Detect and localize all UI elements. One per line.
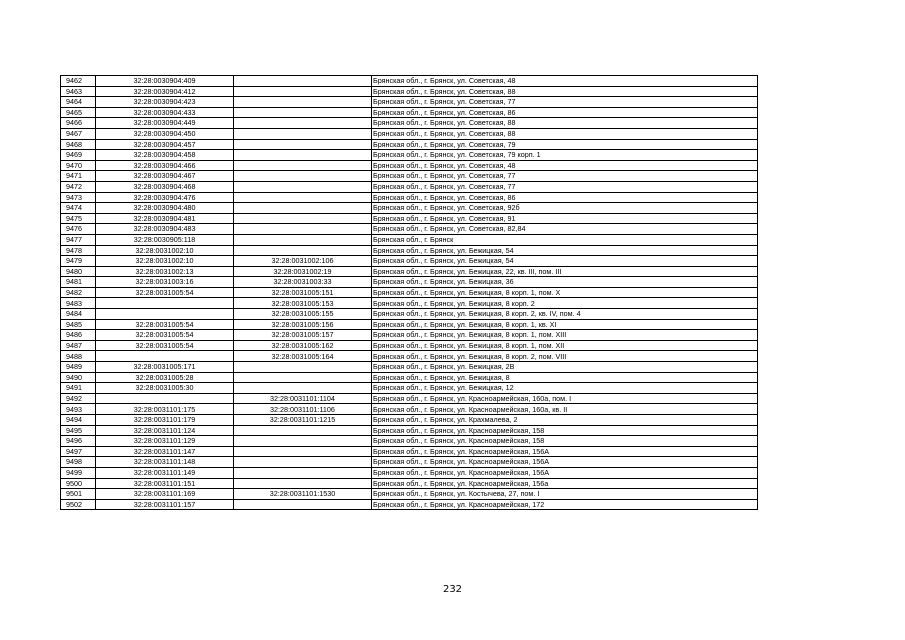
cadastral-number-cell: 32:28:0030904:458 (96, 150, 234, 161)
table-row (61, 213, 758, 224)
address-cell: Брянская обл., г. Брянск, ул. Советская, 88 (372, 118, 758, 129)
address-cell: Брянская обл., г. Брянск, ул. Крахмалева, 2 (372, 415, 758, 426)
cadastral-number-cell: 32:28:0031101:148 (96, 457, 234, 468)
address-cell: Брянская обл., г. Брянск, ул. Советская, 88 (372, 128, 758, 139)
row-number-cell: 9487 (61, 340, 96, 351)
row-number-cell: 9497 (61, 446, 96, 457)
row-number-cell: 9471 (61, 171, 96, 182)
object-number-cell: 32:28:0031005:155 (234, 309, 372, 320)
object-number-cell (234, 118, 372, 129)
table-row (61, 330, 758, 341)
table-row (61, 478, 758, 489)
object-number-cell (234, 97, 372, 108)
cadastral-number-cell: 32:28:0031002:10 (96, 245, 234, 256)
row-number-cell: 9498 (61, 457, 96, 468)
cadastral-number-cell (96, 351, 234, 362)
cadastral-number-cell (96, 298, 234, 309)
cadastral-number-cell: 32:28:0030904:409 (96, 76, 234, 87)
table-row (61, 266, 758, 277)
object-number-cell (234, 245, 372, 256)
table-row (61, 224, 758, 235)
row-number-cell: 9492 (61, 393, 96, 404)
table-row (61, 425, 758, 436)
table-row (61, 309, 758, 320)
row-number-cell: 9469 (61, 150, 96, 161)
property-table-body (61, 76, 758, 510)
row-number-cell: 9480 (61, 266, 96, 277)
row-number-cell: 9479 (61, 256, 96, 267)
cadastral-number-cell: 32:28:0031101:169 (96, 489, 234, 500)
address-cell: Брянская обл., г. Брянск, ул. Бежицкая, 54 (372, 256, 758, 267)
row-number-cell: 9488 (61, 351, 96, 362)
table-row (61, 287, 758, 298)
object-number-cell (234, 425, 372, 436)
table-row (61, 383, 758, 394)
row-number-cell: 9490 (61, 372, 96, 383)
cadastral-number-cell: 32:28:0030904:412 (96, 86, 234, 97)
cadastral-number-cell: 32:28:0030904:449 (96, 118, 234, 129)
cadastral-number-cell: 32:28:0030904:466 (96, 160, 234, 171)
address-cell: Брянская обл., г. Брянск, ул. Бежицкая, 8 корп. 1, пом. XIII (372, 330, 758, 341)
cadastral-number-cell (96, 393, 234, 404)
address-cell: Брянская обл., г. Брянск, ул. Бежицкая, 22, кв. III, пом. III (372, 266, 758, 277)
address-cell: Брянская обл., г. Брянск, ул. Советская, 86 (372, 192, 758, 203)
address-cell: Брянская обл., г. Брянск, ул. Бежицкая, 8 (372, 372, 758, 383)
address-cell: Брянская обл., г. Брянск, ул. Красноармейская, 156А (372, 467, 758, 478)
object-number-cell (234, 478, 372, 489)
row-number-cell: 9484 (61, 309, 96, 320)
row-number-cell: 9491 (61, 383, 96, 394)
row-number-cell: 9467 (61, 128, 96, 139)
cadastral-number-cell: 32:28:0030904:457 (96, 139, 234, 150)
object-number-cell: 32:28:0031005:153 (234, 298, 372, 309)
row-number-cell: 9473 (61, 192, 96, 203)
row-number-cell: 9493 (61, 404, 96, 415)
row-number-cell: 9489 (61, 362, 96, 373)
address-cell: Брянская обл., г. Брянск, ул. Советская, 82,84 (372, 224, 758, 235)
cadastral-number-cell: 32:28:0031101:175 (96, 404, 234, 415)
table-row (61, 86, 758, 97)
row-number-cell: 9470 (61, 160, 96, 171)
address-cell: Брянская обл., г. Брянск, ул. Красноармейская, 172 (372, 499, 758, 510)
address-cell: Брянская обл., г. Брянск, ул. Бежицкая, 8 корп. 1, пом. XII (372, 340, 758, 351)
object-number-cell (234, 128, 372, 139)
object-number-cell (234, 192, 372, 203)
row-number-cell: 9486 (61, 330, 96, 341)
cadastral-number-cell: 32:28:0031005:54 (96, 330, 234, 341)
table-row (61, 372, 758, 383)
address-cell: Брянская обл., г. Брянск, ул. Советская, 77 (372, 97, 758, 108)
table-row (61, 467, 758, 478)
address-cell: Брянская обл., г. Брянск, ул. Бежицкая, 8 корп. 2, пом. VIII (372, 351, 758, 362)
address-cell: Брянская обл., г. Брянск, ул. Советская, 79 (372, 139, 758, 150)
address-cell: Брянская обл., г. Брянск, ул. Бежицкая, 8 корп. 1, пом. X (372, 287, 758, 298)
object-number-cell (234, 446, 372, 457)
object-number-cell (234, 150, 372, 161)
cadastral-number-cell: 32:28:0031005:171 (96, 362, 234, 373)
cadastral-number-cell: 32:28:0030904:433 (96, 107, 234, 118)
object-number-cell: 32:28:0031005:151 (234, 287, 372, 298)
address-cell: Брянская обл., г. Брянск, ул. Советская, 86 (372, 107, 758, 118)
row-number-cell: 9476 (61, 224, 96, 235)
cadastral-number-cell: 32:28:0031101:151 (96, 478, 234, 489)
address-cell: Брянская обл., г. Брянск, ул. Советская, 48 (372, 160, 758, 171)
table-row (61, 256, 758, 267)
page-number: 232 (442, 584, 463, 595)
object-number-cell: 32:28:0031005:157 (234, 330, 372, 341)
cadastral-number-cell: 32:28:0031002:13 (96, 266, 234, 277)
object-number-cell: 32:28:0031101:1215 (234, 415, 372, 426)
table-row (61, 277, 758, 288)
table-row (61, 97, 758, 108)
table-row (61, 415, 758, 426)
object-number-cell (234, 467, 372, 478)
address-cell: Брянская обл., г. Брянск, ул. Бежицкая, 36 (372, 277, 758, 288)
address-cell: Брянская обл., г. Брянск, ул. Красноармейская, 160а, пом. I (372, 393, 758, 404)
object-number-cell (234, 171, 372, 182)
row-number-cell: 9495 (61, 425, 96, 436)
row-number-cell: 9463 (61, 86, 96, 97)
property-table (60, 75, 758, 510)
address-cell: Брянская обл., г. Брянск, ул. Красноармейская, 156а (372, 478, 758, 489)
row-number-cell: 9500 (61, 478, 96, 489)
cadastral-number-cell: 32:28:0031005:28 (96, 372, 234, 383)
cadastral-number-cell: 32:28:0031101:157 (96, 499, 234, 510)
object-number-cell (234, 203, 372, 214)
object-number-cell: 32:28:0031005:162 (234, 340, 372, 351)
row-number-cell: 9465 (61, 107, 96, 118)
row-number-cell: 9483 (61, 298, 96, 309)
table-row (61, 128, 758, 139)
object-number-cell (234, 234, 372, 245)
cadastral-number-cell: 32:28:0030904:468 (96, 181, 234, 192)
address-cell: Брянская обл., г. Брянск, ул. Красноармейская, 158 (372, 436, 758, 447)
table-row (61, 319, 758, 330)
row-number-cell: 9496 (61, 436, 96, 447)
object-number-cell (234, 160, 372, 171)
address-cell: Брянская обл., г. Брянск, ул. Советская, 79 корп. 1 (372, 150, 758, 161)
address-cell: Брянская обл., г. Брянск, ул. Советская, 91 (372, 213, 758, 224)
table-row (61, 181, 758, 192)
table-row (61, 340, 758, 351)
row-number-cell: 9494 (61, 415, 96, 426)
cadastral-number-cell: 32:28:0030904:423 (96, 97, 234, 108)
cadastral-number-cell: 32:28:0031005:30 (96, 383, 234, 394)
object-number-cell (234, 86, 372, 97)
address-cell: Брянская обл., г. Брянск, ул. Советская, 77 (372, 181, 758, 192)
object-number-cell: 32:28:0031101:1530 (234, 489, 372, 500)
address-cell: Брянская обл., г. Брянск, ул. Советская, 88 (372, 86, 758, 97)
table-row (61, 404, 758, 415)
row-number-cell: 9474 (61, 203, 96, 214)
row-number-cell: 9501 (61, 489, 96, 500)
row-number-cell: 9499 (61, 467, 96, 478)
cadastral-number-cell: 32:28:0031005:54 (96, 287, 234, 298)
table-row (61, 107, 758, 118)
cadastral-number-cell: 32:28:0031003:16 (96, 277, 234, 288)
cadastral-number-cell: 32:28:0031101:149 (96, 467, 234, 478)
cadastral-number-cell: 32:28:0031005:54 (96, 340, 234, 351)
table-row (61, 362, 758, 373)
address-cell: Брянская обл., г. Брянск, ул. Бежицкая, 2В (372, 362, 758, 373)
object-number-cell: 32:28:0031002:106 (234, 256, 372, 267)
cadastral-number-cell: 32:28:0030904:483 (96, 224, 234, 235)
cadastral-number-cell: 32:28:0030905:118 (96, 234, 234, 245)
object-number-cell (234, 76, 372, 87)
table-row (61, 499, 758, 510)
table-row (61, 118, 758, 129)
cadastral-number-cell: 32:28:0031101:179 (96, 415, 234, 426)
cadastral-number-cell: 32:28:0031101:129 (96, 436, 234, 447)
cadastral-number-cell: 32:28:0031101:124 (96, 425, 234, 436)
object-number-cell: 32:28:0031003:33 (234, 277, 372, 288)
cadastral-number-cell (96, 309, 234, 320)
address-cell: Брянская обл., г. Брянск, ул. Советская, 48 (372, 76, 758, 87)
cadastral-number-cell: 32:28:0030904:481 (96, 213, 234, 224)
address-cell: Брянская обл., г. Брянск, ул. Бежицкая, 12 (372, 383, 758, 394)
address-cell: Брянская обл., г. Брянск (372, 234, 758, 245)
object-number-cell (234, 457, 372, 468)
object-number-cell (234, 362, 372, 373)
object-number-cell (234, 224, 372, 235)
row-number-cell: 9464 (61, 97, 96, 108)
object-number-cell: 32:28:0031005:164 (234, 351, 372, 362)
row-number-cell: 9462 (61, 76, 96, 87)
cadastral-number-cell: 32:28:0031101:147 (96, 446, 234, 457)
row-number-cell: 9468 (61, 139, 96, 150)
cadastral-number-cell: 32:28:0031002:10 (96, 256, 234, 267)
address-cell: Брянская обл., г. Брянск, ул. Красноармейская, 156А (372, 457, 758, 468)
cadastral-number-cell: 32:28:0030904:480 (96, 203, 234, 214)
table-row (61, 203, 758, 214)
object-number-cell (234, 213, 372, 224)
address-cell: Брянская обл., г. Брянск, ул. Бежицкая, 8 корп. 2, кв. IV, пом. 4 (372, 309, 758, 320)
cadastral-number-cell: 32:28:0031005:54 (96, 319, 234, 330)
object-number-cell: 32:28:0031101:1106 (234, 404, 372, 415)
table-row (61, 446, 758, 457)
row-number-cell: 9472 (61, 181, 96, 192)
row-number-cell: 9482 (61, 287, 96, 298)
cadastral-number-cell: 32:28:0030904:450 (96, 128, 234, 139)
cadastral-number-cell: 32:28:0030904:467 (96, 171, 234, 182)
row-number-cell: 9475 (61, 213, 96, 224)
table-row (61, 393, 758, 404)
table-row (61, 192, 758, 203)
table-row (61, 489, 758, 500)
table-row (61, 457, 758, 468)
object-number-cell (234, 436, 372, 447)
table-row (61, 245, 758, 256)
object-number-cell (234, 181, 372, 192)
table-row (61, 160, 758, 171)
object-number-cell: 32:28:0031101:1104 (234, 393, 372, 404)
row-number-cell: 9466 (61, 118, 96, 129)
row-number-cell: 9485 (61, 319, 96, 330)
object-number-cell (234, 107, 372, 118)
object-number-cell (234, 372, 372, 383)
table-row (61, 234, 758, 245)
object-number-cell: 32:28:0031005:156 (234, 319, 372, 330)
address-cell: Брянская обл., г. Брянск, ул. Бежицкая, 54 (372, 245, 758, 256)
table-row (61, 76, 758, 87)
address-cell: Брянская обл., г. Брянск, ул. Костычева, 27, пом. I (372, 489, 758, 500)
address-cell: Брянская обл., г. Брянск, ул. Красноармейская, 160а, кв. II (372, 404, 758, 415)
address-cell: Брянская обл., г. Брянск, ул. Бежицкая, 8 корп. 1, кв. XI (372, 319, 758, 330)
table-row (61, 139, 758, 150)
row-number-cell: 9502 (61, 499, 96, 510)
table-row (61, 150, 758, 161)
object-number-cell (234, 499, 372, 510)
row-number-cell: 9478 (61, 245, 96, 256)
address-cell: Брянская обл., г. Брянск, ул. Красноармейская, 156А (372, 446, 758, 457)
table-row (61, 351, 758, 362)
object-number-cell: 32:28:0031002:19 (234, 266, 372, 277)
table-row (61, 298, 758, 309)
address-cell: Брянская обл., г. Брянск, ул. Советская, 92б (372, 203, 758, 214)
address-cell: Брянская обл., г. Брянск, ул. Красноармейская, 158 (372, 425, 758, 436)
object-number-cell (234, 383, 372, 394)
row-number-cell: 9477 (61, 234, 96, 245)
object-number-cell (234, 139, 372, 150)
address-cell: Брянская обл., г. Брянск, ул. Советская, 77 (372, 171, 758, 182)
row-number-cell: 9481 (61, 277, 96, 288)
cadastral-number-cell: 32:28:0030904:476 (96, 192, 234, 203)
table-row (61, 171, 758, 182)
table-row (61, 436, 758, 447)
address-cell: Брянская обл., г. Брянск, ул. Бежицкая, 8 корп. 2 (372, 298, 758, 309)
